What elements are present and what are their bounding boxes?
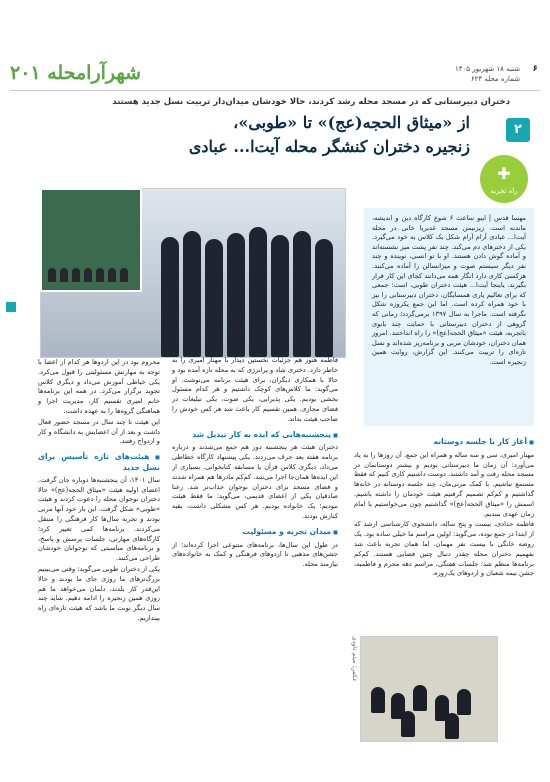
issue-meta xyxy=(454,64,538,84)
photo-credit: عکس: میثم داودی xyxy=(351,636,358,682)
photo-figure xyxy=(96,268,104,282)
photo-figure xyxy=(371,687,385,713)
photo-figure xyxy=(249,227,267,357)
paragraph: دختران هیئت هر پنجشنبه دور هم جمع می‌شدند و درباره برنامه هفته بعد حرف می‌زدند. یکی پیشنهاد کارگاه خطاطی می‌داد، دیگری کلاس قرآن یا مسابقه کتابخوانی. بسیاری از این ایده‌ها همان‌جا اجرا می‌شد. کم‌کم مادرها هم همراه شدند و فضای مسجد برای دختران نوجوان جذاب‌تر شد. رعنا صادقیان یکی از اعضای قدیمی، می‌گوید: ما فقط هیئت نبودیم؛ یک خانواده بودیم. هر کس مشکلی داشت، بقیه کنارش بودند. xyxy=(172,443,338,520)
margin-accent xyxy=(6,302,16,312)
issue-line: شماره محله ۶۲۴ xyxy=(470,75,520,83)
photo-figure xyxy=(120,268,128,282)
article-title-line-2: زنجیره دختران کنشگر محله آیت‌ا... عبادی xyxy=(188,137,470,156)
subheading: ◼ پنجشنبه‌هایی که ایده به کار تبدیل شد xyxy=(172,430,338,441)
inset-photo xyxy=(40,188,142,292)
subheading: ◼ میدان تجربه و مسئولیت xyxy=(172,527,338,538)
photo-figure xyxy=(457,689,471,715)
paragraph: فاطمه حدادی، بیست و پنج ساله، دانشجوی کارشناسی ارشد که از ابتدا در جمع بوده، می‌گوید: اولین مراسم ما خیلی ساده بود. یک روضه خانگی با بیست نفر مهمان. اما همان تجربه باعث شد بفهمیم دختران محله چقدر دنبال چنین فضایی هستند. کم‌کم برنامه‌ها منظم شد؛ جلسات هفتگی، مراسم دهه محرم و فاطمیه، جشن نیمه شعبان و اردوهای یک‌روزه. xyxy=(354,520,534,578)
photo-figure xyxy=(227,233,245,357)
header-divider xyxy=(10,90,540,91)
photo-figure xyxy=(84,268,92,282)
column-left xyxy=(38,358,160,625)
masthead-title: شهرآرامحله xyxy=(47,62,142,84)
photo-figure xyxy=(401,711,415,737)
photo-figure xyxy=(271,235,289,357)
paragraph: مهناز امیری، سی و سه ساله و همراه این جمع، آن روزها را به یاد می‌آورد: آن زمان ما دبیرستانی بودیم و بیشتر دوستانمان در مسجد محله رفت و آمد داشتند. دوست داشتیم کاری کنیم که فقط مستمع نباشیم. با کمک مربی‌مان، چند جلسه دوستانه در خانه‌ها گذاشتیم و کم‌کم تصمیم گرفتیم هیئت خودمان را داشته باشیم. اسمش را «میثاق الحجه(عج)» گذاشتیم چون می‌خواستیم با امام زمان عهدی ببندیم. xyxy=(354,450,534,518)
photo-figure xyxy=(205,239,223,357)
category-label: راه تجربه xyxy=(490,187,518,195)
photo-figure xyxy=(293,231,311,357)
paragraph: فاطمه هنوز هم جزئیات نخستین دیدار با مهناز امیری را به خاطر دارد. دختری شاد و پرانرژی که به محله تازه آمده بود و حالا با همکاری دیگران، برای هیئت برنامه می‌نوشت. او می‌گوید: ما کلاس‌های کوچک داشتیم و هر کدام مسئول بخشی بودیم. یکی پذیرایی، یکی صوت، یکی تبلیغات در فضای مجازی. همین تقسیم کار باعث شد هر کس خودش را صاحب هیئت بداند. xyxy=(172,356,338,423)
puzzle-icon: ✚ xyxy=(497,164,511,183)
article-kicker: دختران دبیرستانی که در مسجد محله رشد کردند، حالا خودشان میدان‌دار تربیت نسل جدید هستند xyxy=(112,97,510,107)
photo-figure xyxy=(108,268,116,282)
photo-figure xyxy=(60,268,68,282)
category-badge xyxy=(480,155,528,203)
photo-figure xyxy=(161,237,179,357)
intro-text: مهسا قدس | ایبو ساعت ۶ شوع کارگاه دین و اندیشه، ماندنه است. زیزنیمن مسجد غدیریا خانی در محله آیت‌ا... عبادی آرام آرام شکل یک کلاس به خود می‌گیرد. یکی از دخترهای دم می‌کند. چند نفر پشت میز نشسته‌اند و آماده گوش دادن هستند. او با تو انسی، نوینده و چند نفر دیگر سیستم صوت و میزانسالن را آماده می‌کنند. هرکسی کاری دارد انگار همه می‌دانند کجای این کار قرار بگیرند. یاینجا آیت‌ا... هیئت دختران طوبی، است؛ جمعی که برای تعالیم یاری همسایگان، دختران دبیرستانی را نیز با خود همراه کرده است. اما این جمع یکروزه شکل نگرفته است. ماجرا به سال ۱۳۹۷ برمی‌گردد؛ زمانی که گروهی از دختران دبیرستانی با حمایت چند بانوی باتجربه، هیئت «میثاق الحجه(عج)» را راه انداختند. امروز همان دختران، خودشان مربی و برنامه‌ریز شده‌اند و نسل تازه‌ای را تربیت می‌کنند. این گزارش، روایت همین زنجیره است. xyxy=(372,214,526,366)
paragraph: محروم بود در این اردوها هر کدام از اعضا با توجه به مهارتش مسئولیتی را قبول می‌کرد. یکی خیاطی آموزش می‌داد و دیگری کلاس تجوید برگزار می‌کرد. در همه این برنامه‌ها خانم امیری تقسیم کار، مدیریت اجرا و هماهنگی گروه‌ها را به عهده داشت. xyxy=(38,358,160,415)
subheading: ◼ آغاز کار با جلسه دوستانه xyxy=(354,437,534,448)
column-middle xyxy=(172,356,338,571)
photo-figure xyxy=(72,268,80,282)
paragraph: یکی از دختران طوبی می‌گوید: وقتی می‌بینیم بزرگ‌ترهای ما روزی جای ما بودند و حالا این‌قدر کار بلدند، دلمان می‌خواهد ما هم روزی همین زنجیره را ادامه دهیم. شاید چند سال دیگر نوبت ما باشد که هیئت تازه‌ای راه بیندازیم. xyxy=(38,564,160,622)
masthead xyxy=(10,62,141,84)
photo-figure xyxy=(183,231,201,357)
photo-figure xyxy=(48,268,56,282)
paragraph: سال ۱۴۰۱، آن پنجشنبه‌ها دوباره جان گرفت. اعضای اولیه هیئت «میثاق الحجه(عج)» حالا دختران نوجوان محله را دعوت کردند و هیئت «طوبی» شکل گرفت. این بار خود آنها مربی بودند و تجربه سال‌ها کار فرهنگی را منتقل می‌کردند. برنامه‌ها کمی تغییر کرد؛ کارگاه‌های مهارتی، جلسات پرسش و پاسخ، و برنامه‌های مناسبتی که نوجوانان خودشان طراحی می‌کنند. xyxy=(38,475,160,563)
section-number-badge: ۲ xyxy=(506,118,530,142)
page-header xyxy=(0,0,550,110)
article-title-line-1: از «میثاق الحجه(عج)» تا «طوبی»، xyxy=(233,113,470,132)
paragraph: این هیئت تا چند سال در مسجد حضور فعال داشت و بعد از آن اعضایش به دانشگاه و کار و ازدواج رفتند. xyxy=(38,417,160,446)
paragraph: در طول این سال‌ها، برنامه‌های متنوعی اجرا کرده‌اند؛ از جشن‌های مذهبی تا اردوهای فرهنگی و کمک به خانواده‌های نیازمند محله. xyxy=(172,540,338,569)
subheading: ◼ هیئت‌های تازه تأسیس برای نسل جدید xyxy=(38,452,160,473)
photo-figure xyxy=(413,685,427,711)
masthead-issue-tag: ۲۰۱ xyxy=(10,62,41,84)
meeting-photo xyxy=(360,636,498,742)
photo-figure xyxy=(315,239,333,357)
column-right xyxy=(354,432,534,580)
photo-figure xyxy=(445,713,459,739)
intro-box xyxy=(364,208,534,426)
page-number: ۶ xyxy=(532,64,538,74)
date-line: شنبه ۱۸ شهریور ۱۴۰۵ xyxy=(454,65,520,73)
